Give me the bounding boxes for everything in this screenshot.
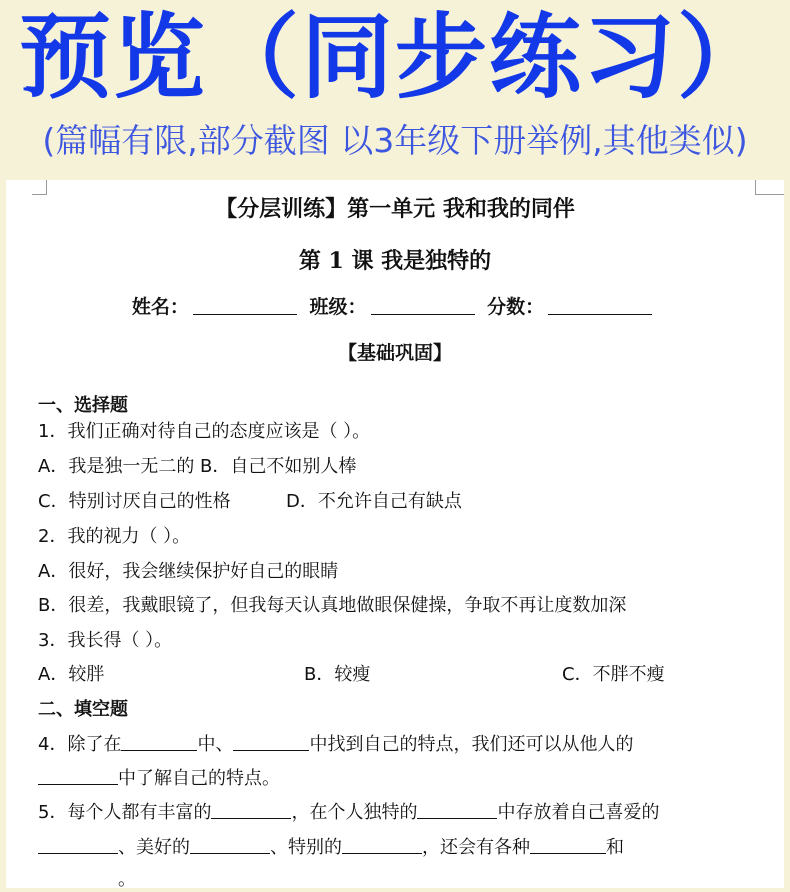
question-1-option-d: D．不允许自己有缺点 [286, 491, 462, 512]
q5-text: ，还会有各种 [422, 837, 530, 858]
question-2-option-b: B．很差，我戴眼镜了，但我每天认真地做眼保健操，争取不再让度数加深 [38, 595, 627, 616]
question-5-line-2 [38, 835, 624, 860]
score-label: 分数： [487, 296, 545, 318]
preview-banner [0, 0, 790, 175]
fill-blank[interactable] [233, 732, 309, 751]
question-1: 1．我们正确对待自己的态度应该是（ ）。 [38, 421, 371, 442]
question-3-option-c: C．不胖不瘦 [562, 664, 665, 685]
question-3: 3．我长得（ ）。 [38, 630, 173, 651]
q4-text: 中了解自己的特点。 [118, 768, 280, 789]
lesson-title: 第 1 课 我是独特的 [298, 248, 492, 274]
fill-blank[interactable] [121, 732, 197, 751]
name-label: 姓名： [131, 296, 189, 318]
fill-blank[interactable] [38, 835, 118, 854]
q4-text: 中、 [197, 734, 234, 755]
banner-title: 预览（同步练习） [18, 4, 771, 111]
student-info-row [6, 292, 784, 319]
document-page [6, 180, 784, 888]
question-3-option-b: B．较瘦 [304, 664, 371, 685]
question-2: 2．我的视力（ ）。 [38, 526, 191, 547]
fill-blank[interactable] [530, 835, 606, 854]
q4-text: 4．除了在 [38, 734, 122, 755]
class-label: 班级： [309, 296, 367, 318]
q5-text: 中存放着自己喜爱的 [497, 802, 660, 823]
q5-text: ，在个人独特的 [291, 802, 418, 823]
class-blank[interactable] [371, 296, 475, 315]
question-1-options-ab: A．我是独一无二的 B．自己不如别人棒 [38, 456, 357, 477]
question-5-line-1 [38, 800, 659, 825]
unit-title: 【分层训练】第一单元 我和我的同伴 [215, 196, 575, 222]
question-1-option-c: C．特别讨厌自己的性格 [38, 491, 231, 512]
question-5-line-3: 。 [118, 869, 136, 890]
q5-text: 、特别的 [270, 837, 342, 858]
name-blank[interactable] [193, 296, 297, 315]
score-blank[interactable] [548, 296, 652, 315]
question-4-line-2 [38, 766, 280, 791]
fill-blank[interactable] [417, 800, 497, 819]
fill-blank[interactable] [342, 835, 422, 854]
question-3-option-a: A．较胖 [38, 664, 105, 685]
q4-text: 中找到自己的特点，我们还可以从他人的 [309, 734, 634, 755]
section-basic-title: 【基础巩固】 [337, 342, 452, 364]
fill-blank[interactable] [190, 835, 270, 854]
q5-text: 和 [606, 837, 624, 858]
fill-blank[interactable] [211, 800, 291, 819]
fill-blank[interactable] [38, 766, 118, 785]
question-2-option-a: A．很好，我会继续保护好自己的眼睛 [38, 561, 339, 582]
question-4-line-1 [38, 732, 633, 757]
section-fill-heading: 二、填空题 [38, 699, 128, 720]
section-choice-heading: 一、选择题 [38, 395, 128, 416]
q5-text: 、美好的 [118, 837, 190, 858]
q5-text: 5．每个人都有丰富的 [38, 802, 212, 823]
banner-subtitle: (篇幅有限,部分截图 以3年级下册举例,其他类似) [42, 121, 748, 160]
